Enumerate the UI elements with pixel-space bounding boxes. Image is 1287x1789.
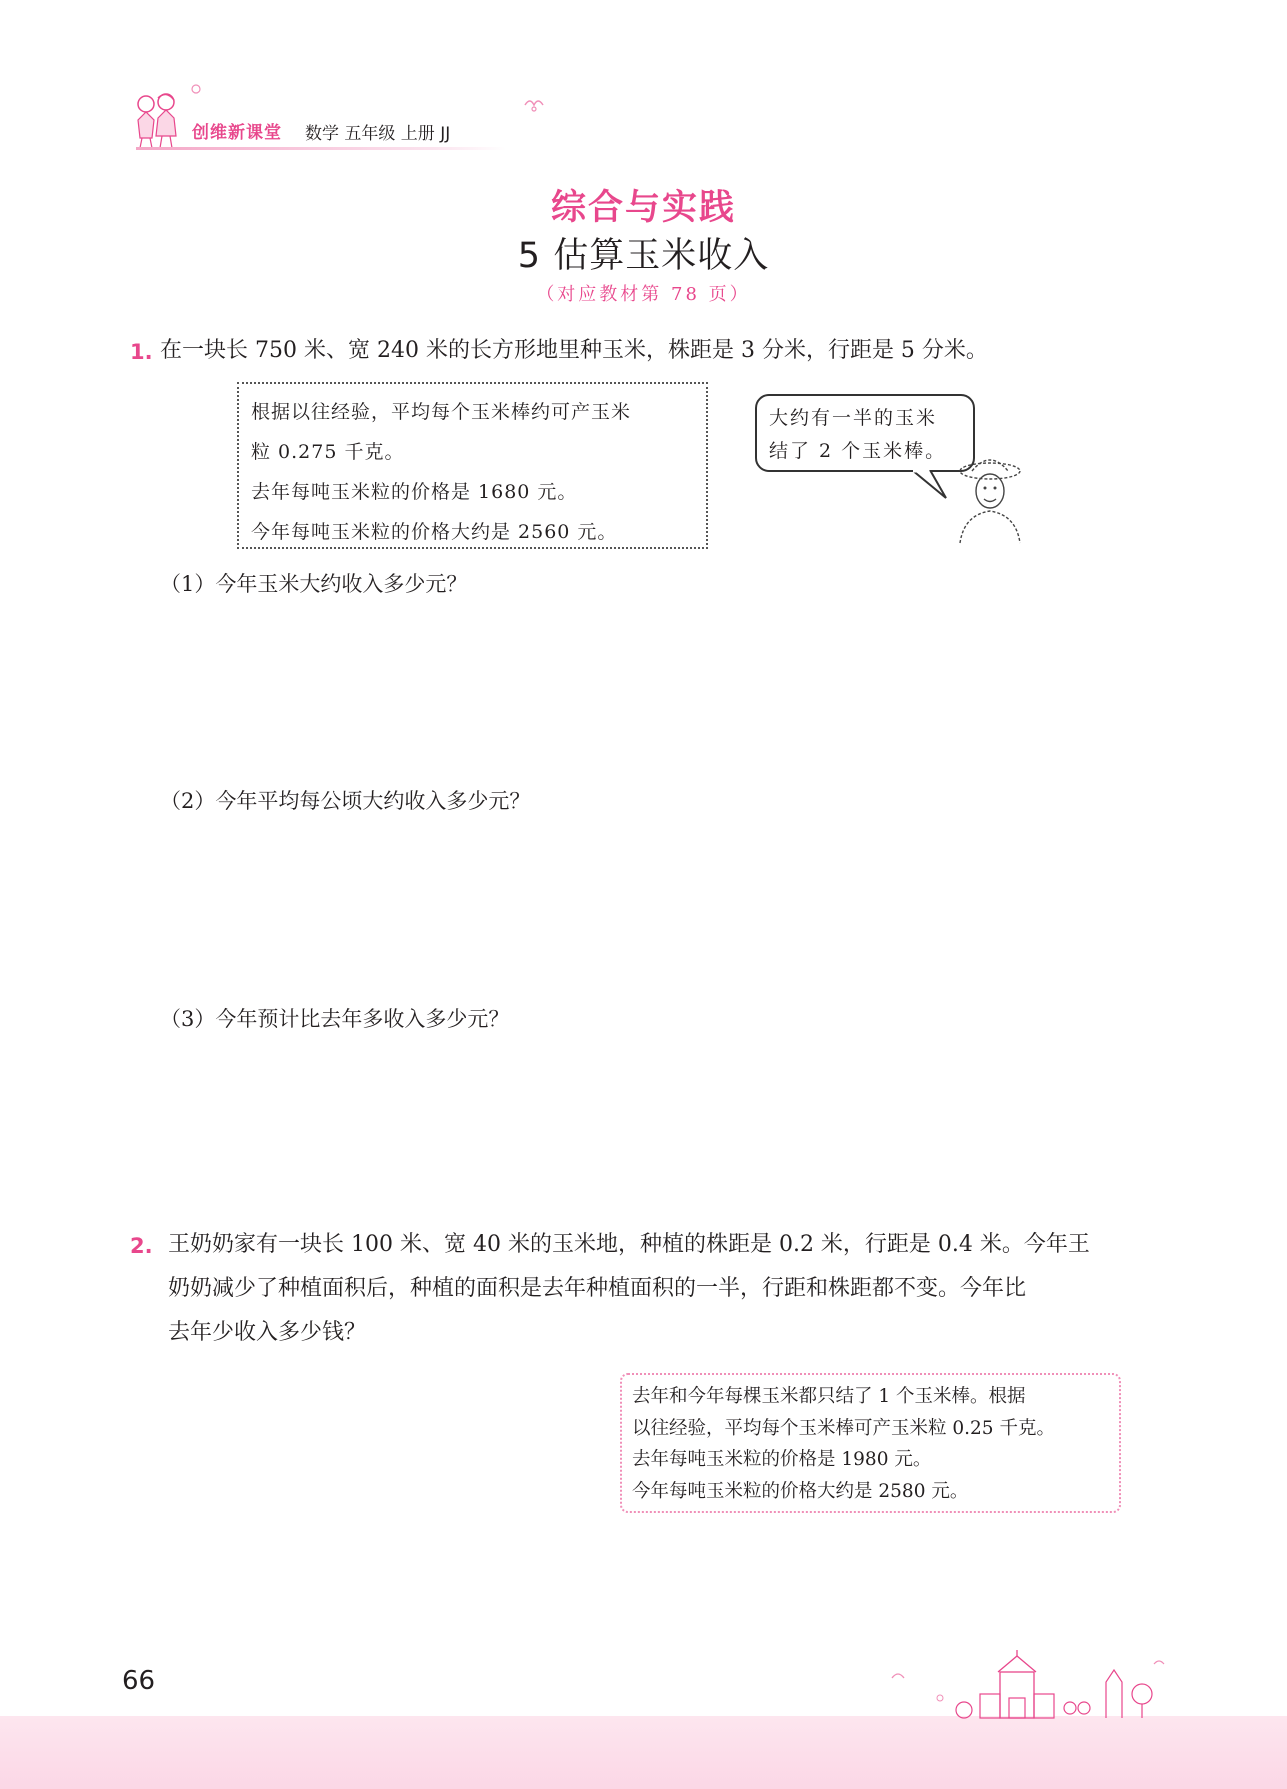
question-1-text: 在一块长 750 米、宽 240 米的长方形地里种玉米，株距是 3 分米，行距是 5 分米。 (160, 338, 988, 363)
sub-question-2: （2）今年平均每公顷大约收入多少元？ (160, 789, 531, 813)
info-line: 以往经验，平均每个玉米棒可产玉米粒 0.25 千克。 (632, 1417, 1055, 1439)
lesson-title: 5 估算玉米收入 (517, 236, 770, 276)
sub-question-3: （3）今年预计比去年多收入多少元？ (160, 1007, 510, 1031)
info-line: 今年每吨玉米粒的价格大约是 2560 元。 (251, 521, 618, 543)
sub-question-1: （1）今年玉米大约收入多少元？ (160, 572, 468, 596)
farmer-icon (950, 455, 1030, 545)
bubble-line: 结了 2 个玉米棒。 (769, 440, 947, 462)
header-divider (136, 147, 506, 150)
textbook-reference: （对应教材第 78 页） (536, 284, 751, 305)
info-line: 根据以往经验，平均每个玉米棒约可产玉米 (251, 401, 632, 423)
question-2-line: 王奶奶家有一块长 100 米、宽 40 米的玉米地，种植的株距是 0.2 米，行距是 0.4 米。今年王 (168, 1232, 1090, 1257)
footer-band (0, 1716, 1287, 1789)
unit-title: 综合与实践 (550, 188, 736, 228)
brand-name: 创维新课堂 (192, 123, 282, 143)
question-2-number: 2. (130, 1234, 153, 1258)
info-line: 去年和今年每棵玉米都只结了 1 个玉米棒。根据 (632, 1386, 1026, 1407)
question-2-info-box (620, 1373, 1121, 1513)
star-doodle-icon (190, 83, 202, 95)
info-line: 去年每吨玉米粒的价格是 1980 元。 (632, 1449, 932, 1470)
question-1-info-box (237, 382, 708, 549)
info-line: 粒 0.275 千克。 (251, 441, 405, 463)
speech-tail-icon (910, 470, 950, 500)
question-2-line: 去年少收入多少钱？ (168, 1320, 367, 1345)
info-line: 今年每吨玉米粒的价格大约是 2580 元。 (632, 1480, 969, 1502)
question-1-number: 1. (130, 340, 153, 364)
bird-doodle-icon (523, 95, 545, 115)
course-info: 数学 五年级 上册 JJ (305, 124, 451, 144)
farmer-speech-bubble (755, 394, 975, 472)
children-mascot-icon (130, 90, 182, 150)
page-number: 66 (122, 1666, 156, 1696)
info-line: 去年每吨玉米粒的价格是 1680 元。 (251, 481, 578, 503)
castle-doodle-icon (880, 1650, 1170, 1720)
question-2-line: 奶奶减少了种植面积后，种植的面积是去年种植面积的一半，行距和株距都不变。今年比 (168, 1276, 1027, 1301)
bubble-line: 大约有一半的玉米 (769, 407, 938, 429)
